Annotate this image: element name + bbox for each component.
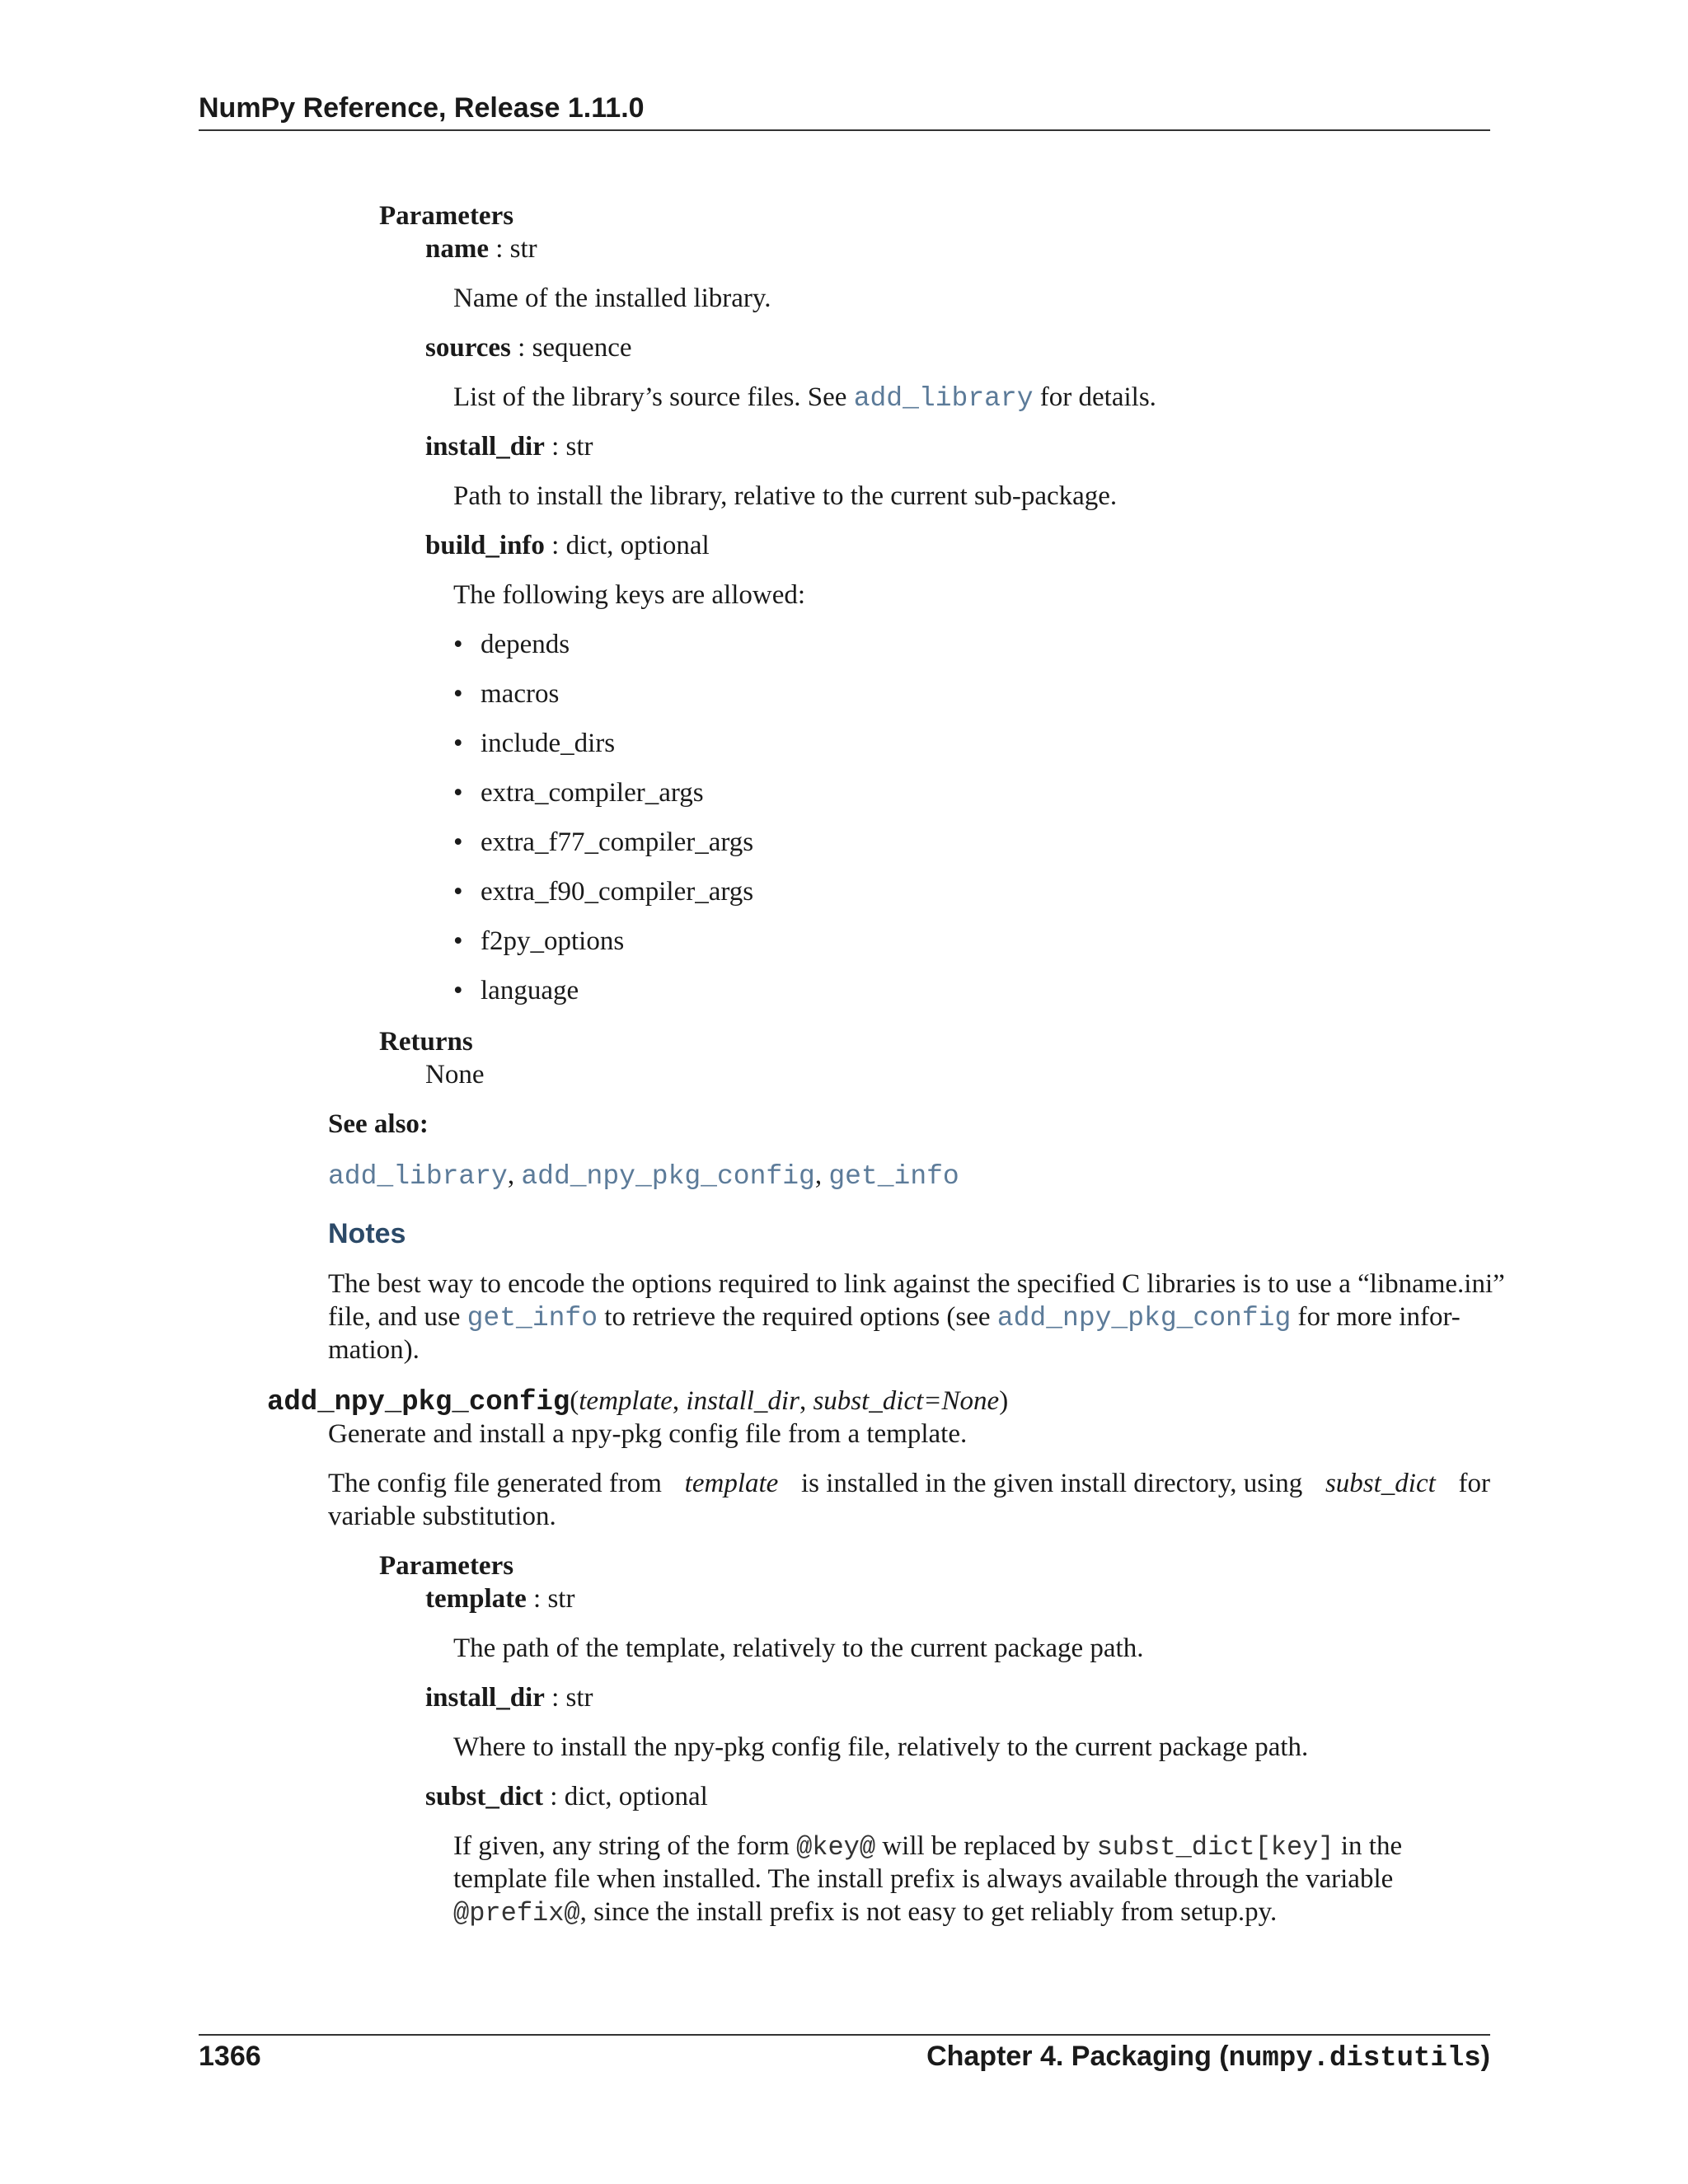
list-item-text: extra_f90_compiler_args: [481, 877, 754, 907]
inline-code: subst_dict[key]: [1096, 1832, 1334, 1863]
param-subst-dict: [425, 1780, 708, 1813]
bullet-icon: •: [453, 729, 463, 758]
function-signature: [267, 1385, 1008, 1419]
param-name-label: install_dir: [425, 1683, 545, 1713]
param-sep: :: [510, 333, 532, 363]
param-type: dict, optional: [565, 531, 710, 560]
returns-heading: Returns: [379, 1027, 473, 1057]
param-description-line: [453, 1830, 1402, 1864]
chapter-title-text: ): [1480, 2041, 1490, 2072]
list-item-text: macros: [481, 679, 560, 709]
param-name-label: install_dir: [425, 432, 545, 462]
notes-line: mation).: [328, 1335, 420, 1365]
param-description: [453, 381, 1156, 415]
param-description: The path of the template, relatively to the current package path.: [453, 1633, 1144, 1663]
desc-text: for: [1458, 1469, 1490, 1498]
desc-text: , since the install prefix is not easy to get reliably from setup.py.: [579, 1897, 1278, 1927]
see-also-heading: See also:: [328, 1109, 429, 1139]
param-sep: :: [544, 531, 566, 560]
param-type: str: [565, 1683, 593, 1713]
desc-emphasis: subst_dict: [1325, 1469, 1436, 1498]
signature-paren: (: [570, 1386, 579, 1416]
chapter-title: [926, 2041, 1490, 2074]
bullet-icon: •: [453, 827, 463, 857]
param-template: [425, 1582, 574, 1615]
bullet-icon: •: [453, 976, 463, 1005]
param-description-line: [453, 1896, 1277, 1930]
returns-value: None: [425, 1060, 485, 1090]
desc-text: is installed in the given install directory, using: [801, 1469, 1303, 1498]
list-item-text: f2py_options: [481, 926, 625, 956]
notes-text-part: file, and use: [328, 1302, 467, 1332]
page-footer: [199, 2041, 1490, 2074]
chapter-title-text: Chapter 4. Packaging (: [926, 2041, 1229, 2072]
param-sep: :: [544, 1683, 566, 1713]
param-sep: :: [544, 432, 566, 462]
desc-text: will be replaced by: [875, 1831, 1097, 1861]
desc-emphasis: template: [684, 1469, 779, 1498]
param-description: Name of the installed library.: [453, 284, 771, 313]
desc-text: List of the library’s source files. See: [453, 382, 854, 412]
running-header: NumPy Reference, Release 1.11.0: [199, 92, 645, 124]
list-item-text: include_dirs: [481, 729, 616, 758]
notes-text-part: for more infor-: [1291, 1302, 1461, 1332]
param-description: Path to install the library, relative to the current sub-package.: [453, 481, 1118, 511]
function-description-line: variable substitution.: [328, 1502, 556, 1531]
list-item-text: extra_f77_compiler_args: [481, 827, 754, 857]
header-rule: [199, 129, 1490, 131]
param-install-dir: [425, 430, 593, 463]
list-item: [453, 677, 559, 710]
param-sep: :: [543, 1782, 565, 1811]
bullet-icon: •: [453, 926, 463, 956]
list-item: [453, 727, 615, 760]
param-name-label: name: [425, 234, 489, 264]
desc-text: in the: [1334, 1831, 1403, 1861]
link-add-library[interactable]: add_library: [853, 383, 1034, 414]
see-also-links: [328, 1159, 959, 1193]
param-build-info: [425, 529, 710, 562]
param-name: [425, 232, 537, 265]
param-install-dir: [425, 1681, 593, 1714]
bullet-icon: •: [453, 679, 463, 709]
list-item: [453, 776, 704, 809]
separator: ,: [672, 1386, 687, 1416]
param-type: sequence: [532, 333, 632, 363]
param-sep: :: [489, 234, 510, 264]
inline-code: @key@: [796, 1832, 876, 1863]
list-item: [453, 974, 579, 1007]
notes-text: [328, 1301, 1461, 1335]
param-type: dict, optional: [564, 1782, 708, 1811]
notes-line: [328, 1301, 1490, 1335]
parameters-heading: Parameters: [379, 1551, 514, 1581]
footer-rule: [199, 2034, 1490, 2036]
signature-arg: install_dir: [686, 1386, 799, 1416]
link-get-info[interactable]: get_info: [828, 1161, 959, 1192]
separator: ,: [814, 1160, 829, 1190]
function-description-line: [328, 1467, 1490, 1500]
param-description: Where to install the npy-pkg config file, relatively to the current package path.: [453, 1732, 1309, 1762]
list-item-text: depends: [481, 630, 570, 659]
list-item: [453, 628, 570, 661]
notes-heading: Notes: [328, 1218, 406, 1249]
param-description-line: template file when installed. The install prefix is always available through the variable: [453, 1864, 1394, 1894]
bullet-icon: •: [453, 778, 463, 808]
list-item: [453, 826, 753, 859]
list-item: [453, 925, 624, 958]
link-add-library[interactable]: add_library: [328, 1161, 508, 1192]
param-sep: :: [526, 1584, 548, 1614]
page-number: 1366: [199, 2041, 261, 2072]
bullet-icon: •: [453, 630, 463, 659]
param-type: str: [547, 1584, 575, 1614]
param-name-label: build_info: [425, 531, 545, 560]
function-name: add_npy_pkg_config: [267, 1387, 570, 1418]
signature-paren: ): [999, 1386, 1009, 1416]
desc-text: If given, any string of the form: [453, 1831, 797, 1861]
link-get-info[interactable]: get_info: [467, 1303, 598, 1333]
list-item: [453, 875, 753, 908]
parameters-heading: Parameters: [379, 201, 514, 231]
param-sources: [425, 331, 632, 364]
param-name-label: template: [425, 1584, 527, 1614]
desc-text: The config file generated from: [328, 1469, 662, 1498]
chapter-title-code: numpy.distutils: [1228, 2043, 1481, 2074]
list-item-text: language: [481, 976, 579, 1005]
link-add-npy-pkg-config[interactable]: add_npy_pkg_config: [521, 1161, 815, 1192]
param-type: str: [565, 432, 593, 462]
signature-arg: subst_dict=None: [813, 1386, 1000, 1416]
param-name-label: subst_dict: [425, 1782, 544, 1811]
separator: ,: [799, 1386, 814, 1416]
param-type: str: [509, 234, 537, 264]
notes-text-part: to retrieve the required options (see: [598, 1302, 997, 1332]
param-name-label: sources: [425, 333, 511, 363]
list-item-text: extra_compiler_args: [481, 778, 704, 808]
inline-code: @prefix@: [453, 1898, 580, 1929]
desc-text: for details.: [1033, 382, 1156, 412]
notes-line: The best way to encode the options required to link against the specified C libraries is to use a “libname.ini”: [328, 1269, 1505, 1299]
separator: ,: [507, 1160, 522, 1190]
bullet-icon: •: [453, 877, 463, 907]
signature-arg: template: [579, 1386, 673, 1416]
param-description: The following keys are allowed:: [453, 580, 806, 610]
link-add-npy-pkg-config[interactable]: add_npy_pkg_config: [996, 1303, 1292, 1333]
function-summary: Generate and install a npy-pkg config file from a template.: [328, 1419, 968, 1449]
